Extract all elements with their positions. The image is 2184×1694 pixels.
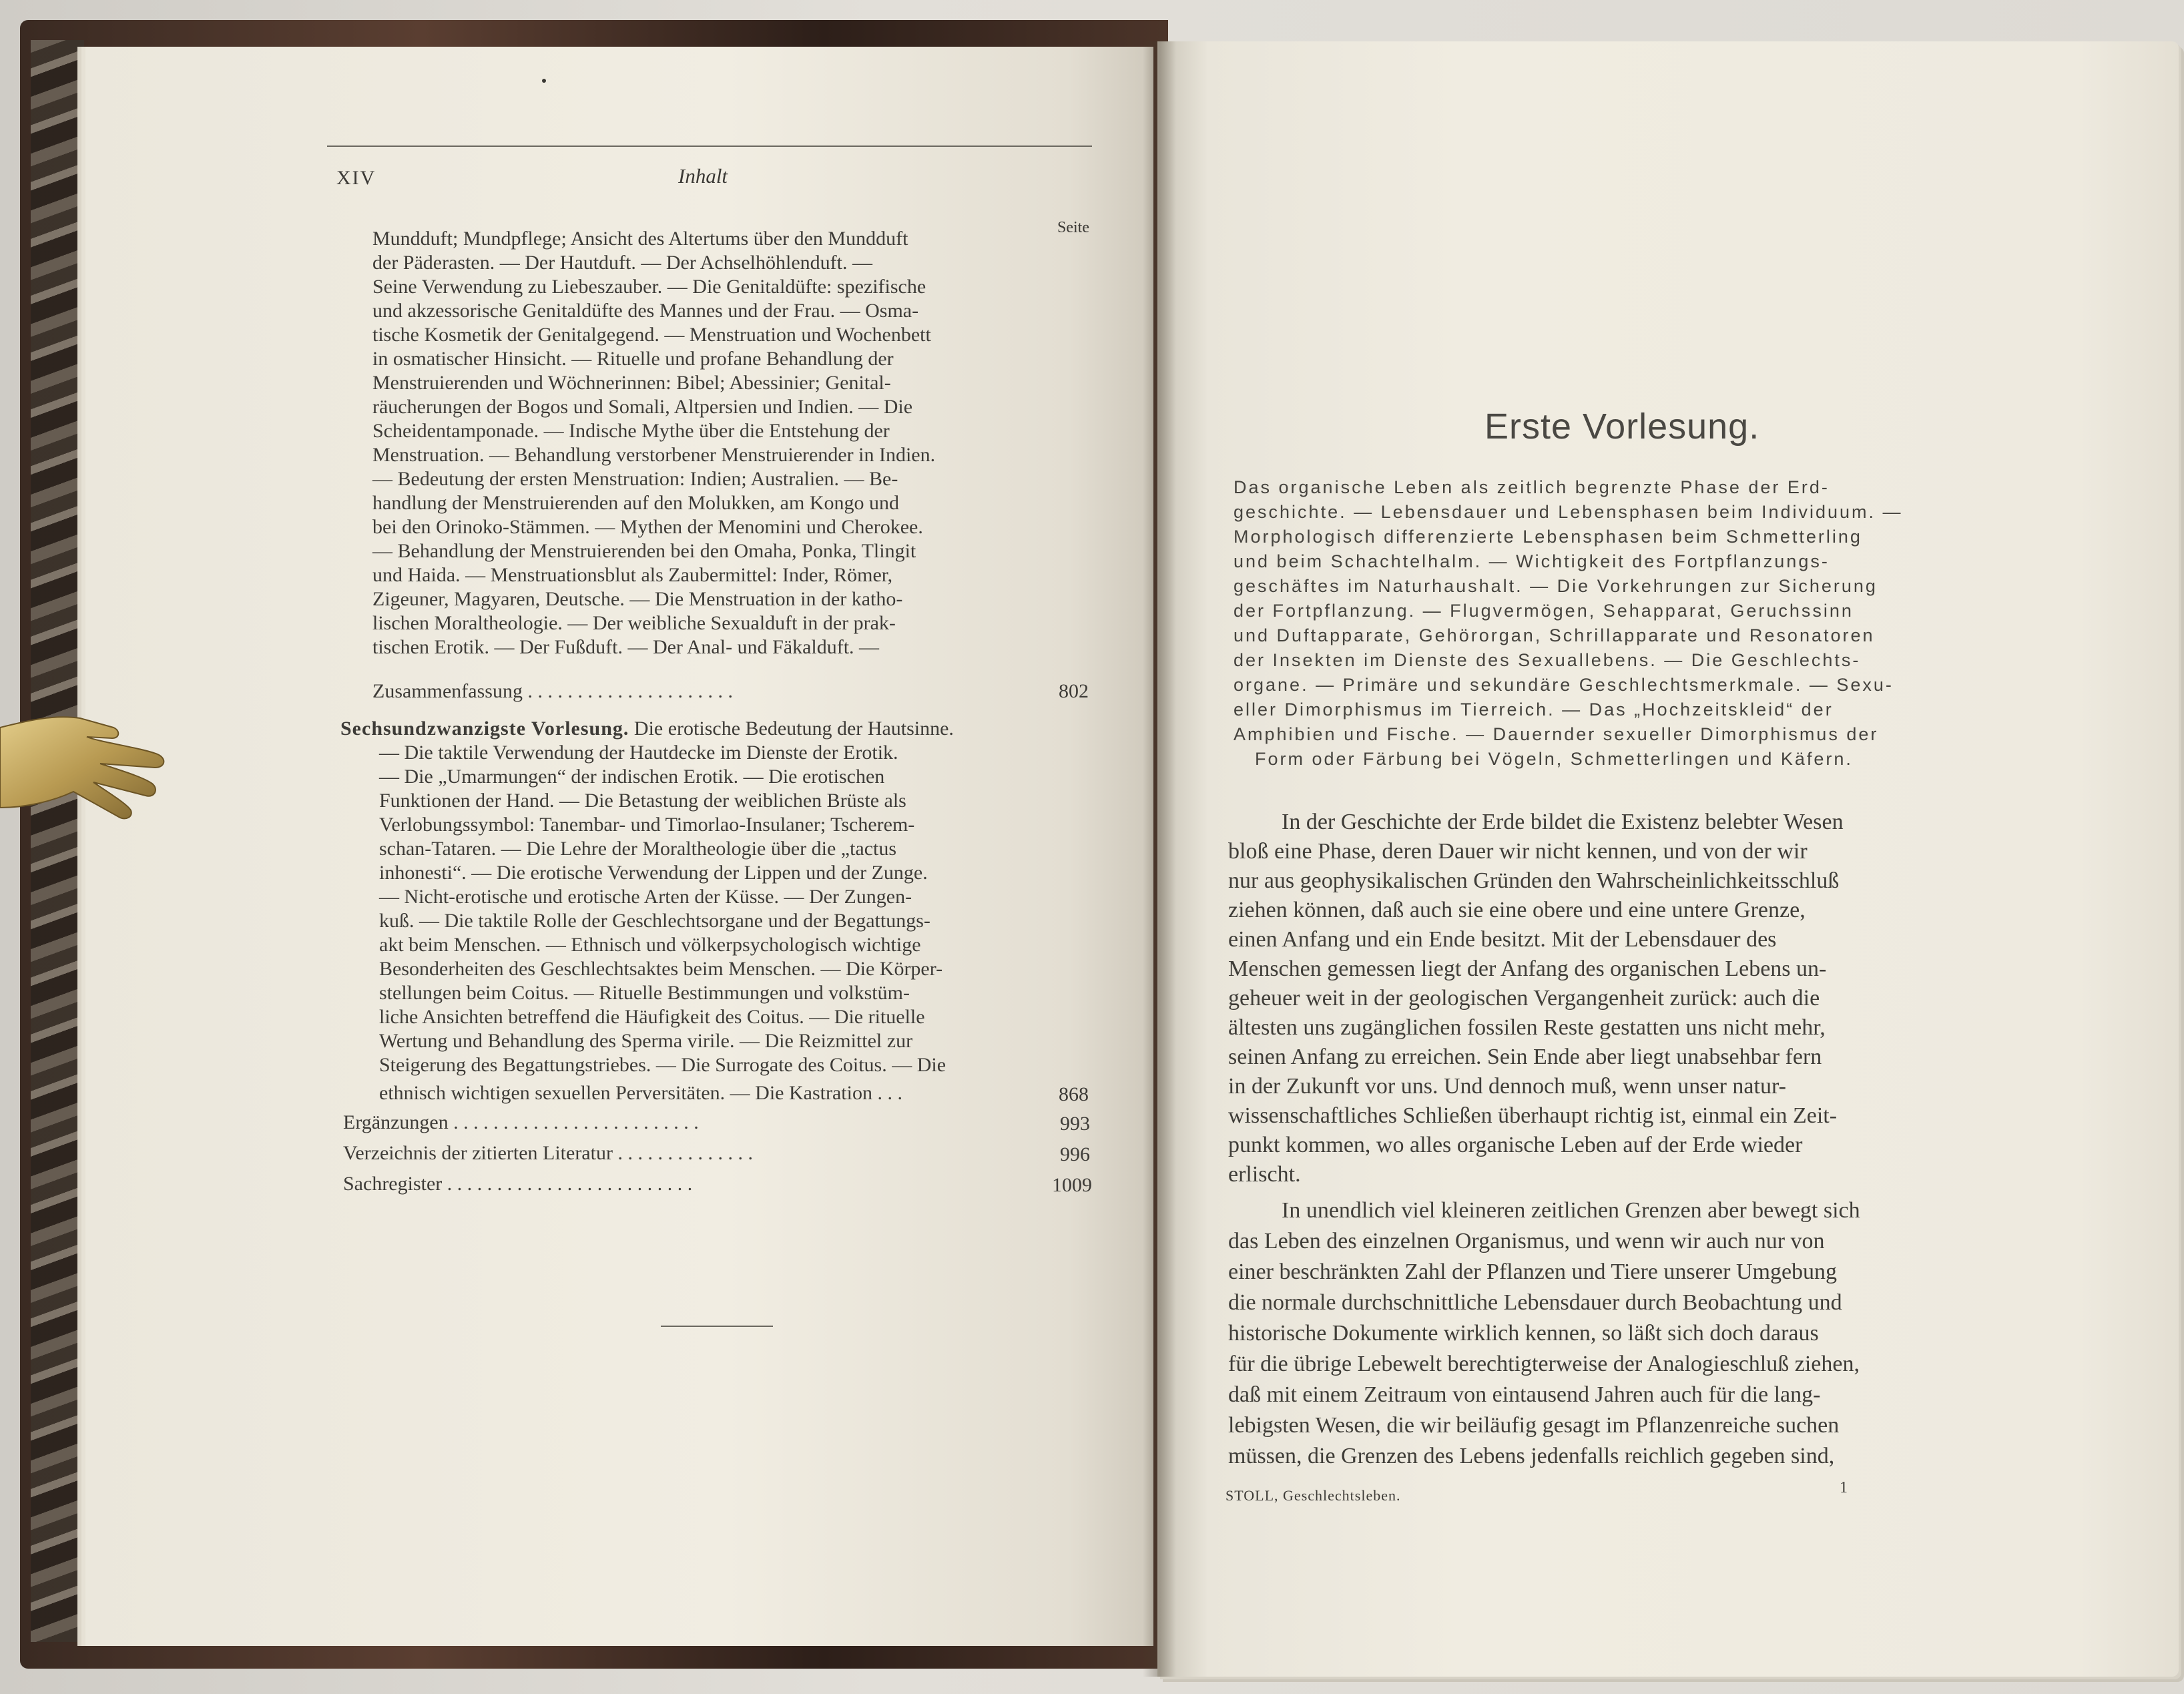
summary-line: Amphibien und Fische. — Dauernder sexueller Dimorphismus der [1234, 724, 1879, 744]
toc-lecture-heading [340, 717, 954, 741]
toc-line: Verlobungssymbol: Tanembar- und Timorlao-Insulaner; Tscherem- [379, 814, 915, 836]
toc-line: und akzessorische Genitaldüfte des Mannes und der Frau. — Osma- [372, 300, 919, 322]
toc-line: tische Kosmetik der Genitalgegend. — Menstruation und Wochenbett [372, 324, 931, 346]
toc-page-number: 1009 [1052, 1174, 1092, 1196]
seite-label: Seite [1057, 219, 1089, 236]
summary-line: der Insekten im Dienste des Sexuallebens. — Die Geschlechts- [1234, 650, 1861, 670]
toc-page-number: 993 [1060, 1113, 1090, 1135]
body-line: punkt kommen, wo alles organische Leben auf der Erde wieder [1228, 1133, 1803, 1157]
summary-line: Das organische Leben als zeitlich begrenzte Phase der Erd- [1234, 477, 1830, 497]
summary-line: eller Dimorphismus im Tierreich. — Das „Hochzeitskleid“ der [1234, 699, 1834, 720]
footer-signature: 1 [1840, 1479, 1848, 1496]
body-line: In der Geschichte der Erde bildet die Existenz belebter Wesen [1282, 810, 1844, 834]
body-line: lebigsten Wesen, die wir beiläufig gesagt im Pflanzenreiche suchen [1228, 1413, 1840, 1438]
body-line: die normale durchschnittliche Lebensdauer durch Beobachtung und [1228, 1290, 1842, 1315]
toc-line: kuß. — Die taktile Rolle der Geschlechtsorgane und der Begattungs- [379, 910, 930, 932]
toc-line: bei den Orinoko-Stämmen. — Mythen der Menomini und Cherokee. [372, 516, 923, 538]
toc-line: Funktionen der Hand. — Die Betastung der weiblichen Brüste als [379, 790, 906, 812]
body-line: für die übrige Lebewelt berechtigterweise der Analogieschluß ziehen, [1228, 1352, 1860, 1376]
toc-line: lischen Moraltheologie. — Der weibliche Sexualduft in der prak- [372, 612, 896, 634]
toc-line: — Bedeutung der ersten Menstruation: Indien; Australien. — Be- [372, 468, 898, 490]
body-line: nur aus geophysikalischen Gründen den Wahrscheinlichkeitsschluß [1228, 868, 1840, 893]
body-line: In unendlich viel kleineren zeitlichen Grenzen aber bewegt sich [1282, 1198, 1860, 1223]
toc-line: Wertung und Behandlung des Sperma virile. — Die Reizmittel zur [379, 1030, 913, 1052]
body-line: daß mit einem Zeitraum von eintausend Jahren auch für die lang- [1228, 1382, 1821, 1407]
toc-entry-literatur: Verzeichnis der zitierten Literatur . . . . . . . . . . . . . . [343, 1142, 753, 1164]
lecture-label: Sechsundzwanzigste Vorlesung. [340, 718, 629, 740]
body-line: seinen Anfang zu erreichen. Sein Ende aber liegt unabsehbar fern [1228, 1045, 1822, 1069]
toc-line: räucherungen der Bogos und Somali, Altpersien und Indien. — Die [372, 396, 913, 418]
toc-line: Zusammenfassung . . . . . . . . . . . . . . . . . . . . . [372, 680, 733, 702]
body-line: erlischt. [1228, 1162, 1301, 1187]
ink-speck [542, 79, 546, 83]
toc-entry-sachregister: Sachregister . . . . . . . . . . . . . . . . . . . . . . . . . [343, 1173, 693, 1195]
body-line: ältesten uns zugänglichen fossilen Reste gestatten uns nicht mehr, [1228, 1015, 1826, 1040]
toc-line: Mundduft; Mundpflege; Ansicht des Altertums über den Mundduft [372, 228, 908, 250]
body-line: ziehen können, daß auch sie eine obere und eine untere Grenze, [1228, 898, 1806, 922]
body-line: geheuer weit in der geologischen Vergangenheit zurück: auch die [1228, 986, 1820, 1011]
toc-line: akt beim Menschen. — Ethnisch und völkerpsychologisch wichtige [379, 934, 921, 956]
book-gutter [1143, 41, 1176, 1677]
toc-page-number: 802 [1059, 680, 1089, 702]
toc-page-number: 996 [1060, 1143, 1090, 1165]
toc-line: liche Ansichten betreffend die Häufigkeit des Coitus. — Die rituelle [379, 1006, 925, 1028]
page-title: Inhalt [678, 164, 728, 188]
body-line: in der Zukunft vor uns. Und dennoch muß, wenn unser natur- [1228, 1074, 1786, 1099]
toc-line: Zigeuner, Magyaren, Deutsche. — Die Menstruation in der katho- [372, 588, 903, 610]
body-line: Menschen gemessen liegt der Anfang des organischen Lebens un- [1228, 956, 1827, 981]
footer-author: STOLL, Geschlechtsleben. [1225, 1487, 1401, 1504]
summary-line: organe. — Primäre und sekundäre Geschlechtsmerkmale. — Sexu- [1234, 675, 1894, 695]
toc-line: tischen Erotik. — Der Fußduft. — Der Anal- und Fäkalduft. — [372, 636, 880, 658]
body-line: das Leben des einzelnen Organismus, und wenn wir auch nur von [1228, 1229, 1825, 1253]
brass-hand-page-holder [0, 701, 174, 828]
lecture-first-line: Die erotische Bedeutung der Hautsinne. [633, 718, 954, 740]
summary-line: geschäftes im Naturhaushalt. — Die Vorkehrungen zur Sicherung [1234, 576, 1878, 596]
body-line: einen Anfang und ein Ende besitzt. Mit der Lebensdauer des [1228, 927, 1777, 952]
toc-line: inhonesti“. — Die erotische Verwendung der Lippen und der Zunge. [379, 862, 928, 884]
toc-line: Seine Verwendung zu Liebeszauber. — Die Genitaldüfte: spezifische [372, 276, 926, 298]
toc-line: und Haida. — Menstruationsblut als Zaubermittel: Inder, Römer, [372, 564, 893, 586]
header-rule [327, 146, 1092, 147]
toc-line: — Behandlung der Menstruierenden bei den Omaha, Ponka, Tlingit [372, 540, 916, 562]
toc-line: Menstruierenden und Wöchnerinnen: Bibel; Abessinier; Genital- [372, 372, 891, 394]
toc-entry-ergaenzungen: Ergänzungen . . . . . . . . . . . . . . . . . . . . . . . . . [343, 1111, 699, 1133]
end-rule [661, 1326, 773, 1327]
body-line: einer beschränkten Zahl der Pflanzen und Tiere unserer Umgebung [1228, 1259, 1838, 1284]
summary-line: und beim Schachtelhalm. — Wichtigkeit des Fortpflanzungs- [1234, 551, 1830, 571]
toc-line: der Päderasten. — Der Hautduft. — Der Achselhöhlenduft. — [372, 252, 872, 274]
toc-line: — Die taktile Verwendung der Hautdecke im Dienste der Erotik. [379, 742, 898, 764]
toc-line: Scheidentamponade. — Indische Mythe über die Entstehung der [372, 420, 890, 442]
toc-line: Menstruation. — Behandlung verstorbener Menstruierender in Indien. [372, 444, 936, 466]
body-line: historische Dokumente wirklich kennen, so läßt sich doch daraus [1228, 1321, 1819, 1346]
summary-line: Morphologisch differenzierte Lebensphasen beim Schmetterling [1234, 527, 1862, 547]
toc-line: Besonderheiten des Geschlechtsaktes beim Menschen. — Die Körper- [379, 958, 943, 980]
chapter-title: Erste Vorlesung. [1484, 406, 1760, 447]
body-line: müssen, die Grenzen des Lebens jedenfalls reichlich gegeben sind, [1228, 1444, 1835, 1468]
body-line: bloß eine Phase, deren Dauer wir nicht kennen, und von der wir [1228, 839, 1808, 864]
toc-line: schan-Tataren. — Die Lehre der Moraltheologie über die „tactus [379, 838, 897, 860]
summary-line: der Fortpflanzung. — Flugvermögen, Sehapparat, Geruchssinn [1234, 601, 1854, 621]
toc-line: Steigerung des Begattungstriebes. — Die Surrogate des Coitus. — Die [379, 1054, 946, 1076]
toc-line: — Nicht-erotische und erotische Arten der Küsse. — Der Zungen- [379, 886, 912, 908]
summary-line: und Duftapparate, Gehörorgan, Schrillapparate und Resonatoren [1234, 625, 1875, 645]
summary-line: geschichte. — Lebensdauer und Lebensphasen beim Individuum. — [1234, 502, 1903, 522]
body-line: wissenschaftliches Schließen überhaupt richtig ist, einmal ein Zeit- [1228, 1103, 1838, 1128]
toc-line: ethnisch wichtigen sexuellen Perversitäten. — Die Kastration . . . [379, 1082, 902, 1104]
toc-line: stellungen beim Coitus. — Rituelle Bestimmungen und volkstüm- [379, 982, 910, 1004]
toc-line: handlung der Menstruierenden auf den Molukken, am Kongo und [372, 492, 899, 514]
marbled-endpaper [31, 40, 84, 1642]
page-number: XIV [336, 167, 376, 189]
toc-page-number: 868 [1059, 1083, 1089, 1105]
toc-line: — Die „Umarmungen“ der indischen Erotik. — Die erotischen [379, 766, 885, 788]
toc-line: in osmatischer Hinsicht. — Rituelle und profane Behandlung der [372, 348, 894, 370]
summary-line: Form oder Färbung bei Vögeln, Schmetterlingen und Käfern. [1255, 749, 1853, 769]
